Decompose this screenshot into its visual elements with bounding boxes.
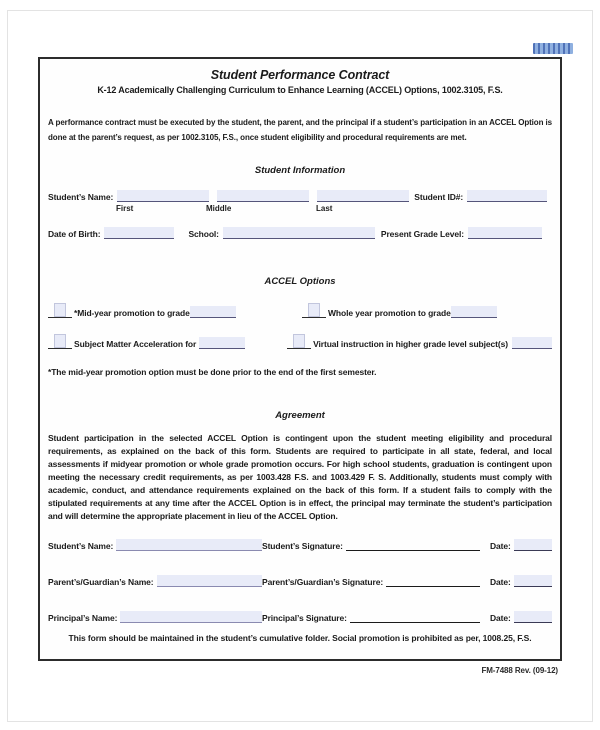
option-wholeyear — [302, 303, 552, 318]
student-signature-line[interactable] — [346, 539, 480, 551]
principal-signature-row — [48, 611, 552, 623]
principal-name-field[interactable] — [120, 611, 262, 623]
form-number-reference: FM-7488 Rev. (09-12) — [481, 666, 558, 675]
virtual-instruction-field[interactable] — [512, 337, 552, 349]
accel-option-row-2 — [48, 334, 552, 349]
student-name-sig-field[interactable] — [116, 539, 262, 551]
checkbox-icon — [54, 334, 66, 348]
checkbox-icon — [293, 334, 305, 348]
option-subject-acceleration — [48, 334, 287, 349]
student-signature-label: Student’s Signature: — [262, 541, 343, 551]
grade-level-label: Present Grade Level: — [380, 229, 464, 239]
intro-paragraph: A performance contract must be executed by the student, the parent, and the principal if a student’s participation in an ACCEL Option is done at the parent’s request, as per 1002.3105, F.S., once student eligibility and procedural requirements are met. — [48, 118, 552, 142]
parent-name-field[interactable] — [157, 575, 262, 587]
agreement-paragraph: Student participation in the selected ACCEL Option is contingent upon the student meeting eligibility and procedural requirements, as explained on the back of this form. Students are required to participate in all state, federal, and local assessments if midyear promotion or whole grade promotion occurs. For high school students, graduation is contingent upon meeting the necessary credit requirements, as per 1003.428 F.S. and 1003.429 F. S. Additionally, students must comply with academic, conduct, and attendance requirements explained on the back of this form. If a student fails to comply with the stipulated requirements at any time after the ACCEL Option is in effect, the principal may terminate the student’s participation and will determine the appropriate placement in lieu of the ACCEL Option. — [48, 433, 552, 521]
parent-signature-row — [48, 575, 552, 587]
dob-school-row — [48, 227, 552, 239]
student-name-row — [48, 190, 552, 202]
middle-sublabel: Middle — [206, 204, 232, 213]
parent-signature-line[interactable] — [386, 575, 480, 587]
student-date-field[interactable] — [514, 539, 552, 551]
retention-note: This form should be maintained in the student’s cumulative folder. Social promotion is prohibited as per, 1008.25, F.S. — [68, 633, 532, 643]
highlighted-link-fragment[interactable] — [533, 43, 573, 54]
parent-date-field[interactable] — [514, 575, 552, 587]
form-title: Student Performance Contract — [210, 68, 390, 82]
subject-acceleration-label: Subject Matter Acceleration for — [74, 339, 197, 349]
option-midyear — [48, 303, 302, 318]
principal-date-label: Date: — [490, 613, 511, 623]
dob-label: Date of Birth: — [48, 229, 101, 239]
student-info-heading: Student Information — [254, 165, 346, 176]
dob-field[interactable] — [104, 227, 174, 239]
student-date-label: Date: — [490, 541, 511, 551]
principal-date-field[interactable] — [514, 611, 552, 623]
principal-signature-label: Principal’s Signature: — [262, 613, 347, 623]
grade-level-field[interactable] — [468, 227, 542, 239]
student-name-label: Student’s Name: — [48, 192, 114, 202]
accel-options-heading: ACCEL Options — [264, 276, 336, 287]
last-name-field[interactable] — [317, 190, 409, 202]
virtual-instruction-label: Virtual instruction in higher grade level subject(s) — [313, 339, 508, 349]
middle-name-field[interactable] — [217, 190, 309, 202]
agreement-heading: Agreement — [275, 410, 325, 421]
form-subtitle: K-12 Academically Challenging Curriculum to Enhance Learning (ACCEL) Options, 1002.3105, F.S. — [97, 85, 503, 95]
wholeyear-grade-field[interactable] — [451, 306, 497, 318]
subject-acceleration-field[interactable] — [199, 337, 245, 349]
student-id-field[interactable] — [467, 190, 547, 202]
principal-signature-line[interactable] — [350, 611, 480, 623]
accel-option-row-1 — [48, 303, 552, 318]
school-label: School: — [188, 229, 219, 239]
midyear-checkbox[interactable] — [48, 303, 72, 318]
wholeyear-checkbox[interactable] — [302, 303, 326, 318]
midyear-label: *Mid-year promotion to grade — [74, 308, 190, 318]
subject-acceleration-checkbox[interactable] — [48, 334, 72, 349]
name-sublabels — [48, 204, 552, 214]
midyear-footnote: *The mid-year promotion option must be done prior to the end of the first semester. — [48, 367, 377, 377]
wholeyear-label: Whole year promotion to grade — [328, 308, 451, 318]
parent-name-label: Parent’s/Guardian’s Name: — [48, 577, 154, 587]
checkbox-icon — [308, 303, 320, 317]
first-sublabel: First — [116, 204, 134, 213]
parent-date-label: Date: — [490, 577, 511, 587]
parent-signature-label: Parent’s/Guardian’s Signature: — [262, 577, 384, 587]
student-signature-row — [48, 539, 552, 551]
first-name-field[interactable] — [117, 190, 209, 202]
school-field[interactable] — [223, 227, 375, 239]
student-name-sig-label: Student’s Name: — [48, 541, 114, 551]
principal-name-label: Principal’s Name: — [48, 613, 118, 623]
student-id-label: Student ID#: — [414, 192, 464, 202]
virtual-instruction-checkbox[interactable] — [287, 334, 311, 349]
option-virtual-instruction — [287, 334, 552, 349]
last-sublabel: Last — [316, 204, 333, 213]
checkbox-icon — [54, 303, 66, 317]
contract-form — [38, 57, 562, 661]
midyear-grade-field[interactable] — [190, 306, 236, 318]
